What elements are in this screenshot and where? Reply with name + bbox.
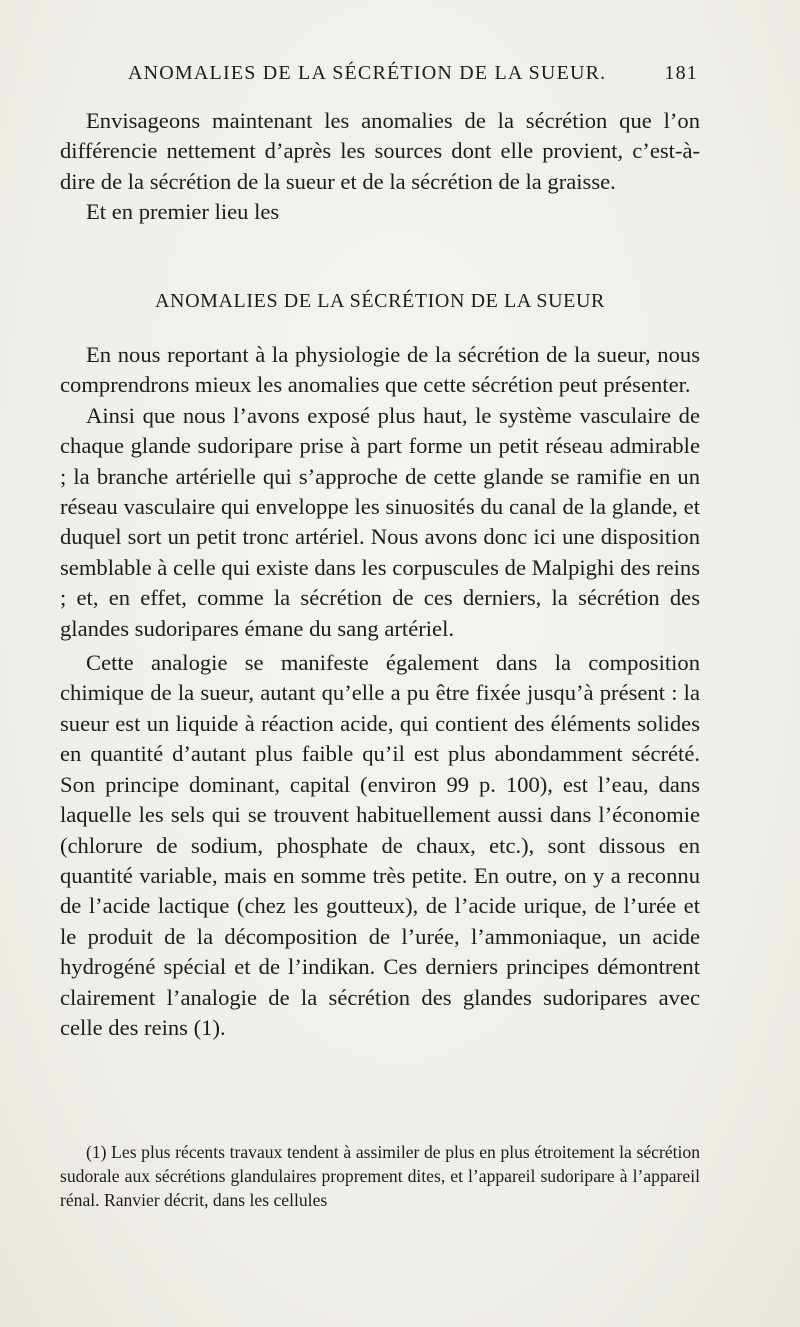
running-title: ANOMALIES DE LA SÉCRÉTION DE LA SUEUR. bbox=[128, 62, 607, 84]
intro-text bbox=[60, 106, 700, 228]
running-header bbox=[128, 62, 698, 92]
footnote-block bbox=[60, 1140, 700, 1212]
section-heading: ANOMALIES DE LA SÉCRÉTION DE LA SUEUR bbox=[155, 290, 605, 312]
section-paragraph-3: Cette analogie se manifeste également dans la composition chimique de la sueur, autant qu’elle a pu être fixée jusqu’à présent : la sueur est un liquide à réaction acide, qui contient des éléments solides en quantité d’autant plus faible qu’il est plus abondamment sécrété. Son principe dominant, capital (environ 99 p. 100), est l’eau, dans laquelle les sels qui se trouvent habituellement aussi dans l’économie (chlorure de sodium, phosphate de chaux, etc.), sont dissous en quantité variable, mais en somme très petite. En outre, on y a reconnu de l’acide lactique (chez les goutteux), de l’acide urique, de l’urée et le produit de la décomposition de l’urée, l’ammoniaque, un acide hydrogéné spécial et de l’indikan. Ces derniers principes démontrent clairement l’analogie de la sécrétion des glandes sudoripares avec celle des reins (1). bbox=[60, 650, 700, 1040]
footnote-1: (1) Les plus récents travaux tendent à assimiler de plus en plus étroitement la sécrétion sudorale aux sécrétions glandulaires proprement dites, et l’appareil sudoripare à l’appareil rénal. Ranvier décrit, dans les cellules bbox=[60, 1142, 700, 1210]
section-paragraph-1: En nous reportant à la physiologie de la sécrétion de la sueur, nous comprendrons mieux les anomalies que cette sécrétion peut présenter. bbox=[60, 342, 700, 398]
page-number: 181 bbox=[664, 62, 698, 84]
section-text bbox=[60, 340, 700, 1043]
section-paragraph-2: Ainsi que nous l’avons exposé plus haut, le système vasculaire de chaque glande sudoripare prise à part forme un petit réseau admirable ; la branche artérielle qui s’approche de cette glande se ramifie en un réseau vasculaire qui enveloppe les sinuosités du canal de la glande, et duquel sort un petit tronc artériel. Nous avons donc ici une disposition semblable à celle qui existe dans les corpuscules de Malpighi des reins ; et, en effet, comme la sécrétion de ces derniers, la sécrétion des glandes sudoripares émane du sang artériel. bbox=[60, 402, 700, 641]
intro-paragraph-2: Et en premier lieu les bbox=[86, 199, 280, 225]
intro-paragraph-1: Envisageons maintenant les anomalies de la sécrétion que l’on différencie nettement d’après les sources dont elle provient, c’est-à-dire de la sécrétion de la sueur et de la sécrétion de la graisse. bbox=[60, 108, 700, 194]
